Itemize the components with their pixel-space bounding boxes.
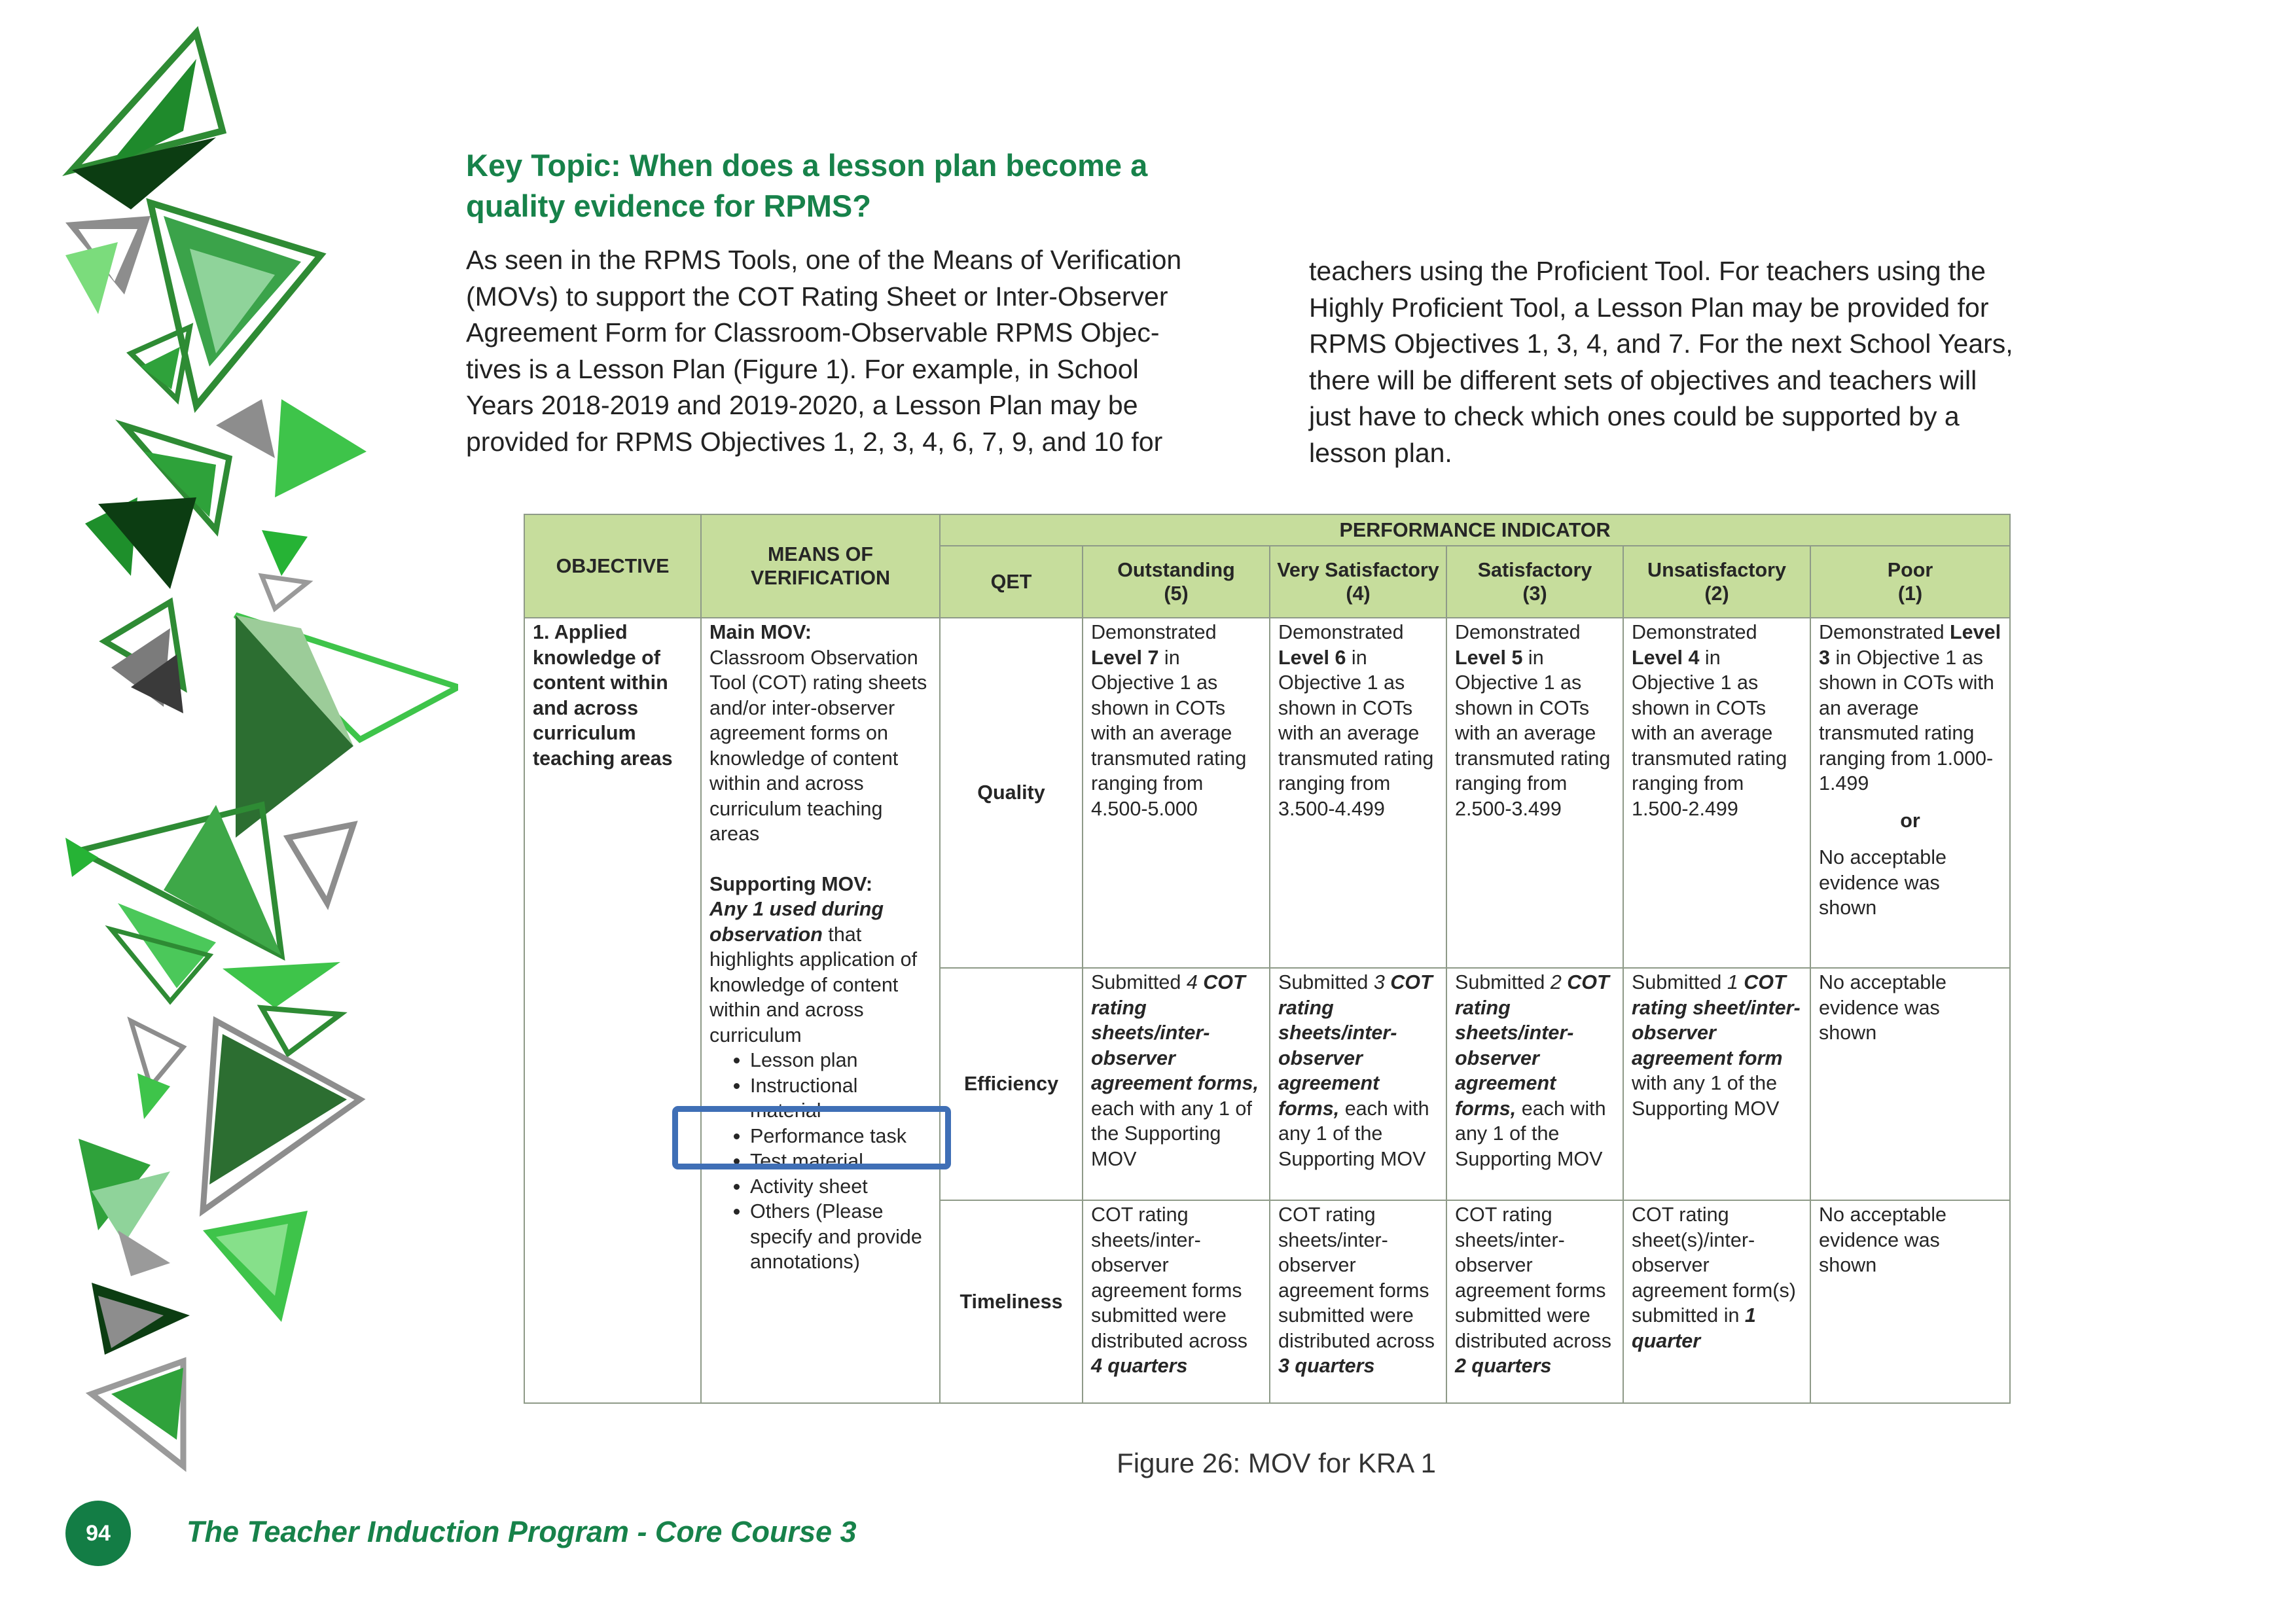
- cell-text: Demonstrated: [1091, 621, 1217, 643]
- qet-timeliness: Timeliness: [940, 1200, 1083, 1403]
- list-item-lesson-plan: • Lesson plan: [750, 1048, 931, 1073]
- list-item: • Others (Please specify and provide annotations): [750, 1199, 931, 1275]
- lesson-plan-highlight-box: [672, 1106, 951, 1169]
- cell-emphasis: 1 quarter: [1632, 1304, 1756, 1352]
- mov-table: [524, 514, 2011, 1404]
- header-qet: QET: [940, 546, 1083, 618]
- means-of-verification-cell: [701, 618, 940, 1403]
- cell-count: 3: [1373, 971, 1385, 993]
- timeliness-very-satisfactory: [1270, 1200, 1446, 1403]
- objective-cell: 1. Applied knowledge of content within and across curriculum teaching areas: [524, 618, 701, 1403]
- main-mov-label: Main MOV:: [709, 621, 812, 643]
- header-performance-indicator: PERFORMANCE INDICATOR: [940, 514, 2010, 546]
- cell-text: COT rating sheet(s)/inter-observer agreement form(s) submitted in: [1632, 1204, 1796, 1327]
- header-label: Outstanding: [1117, 559, 1235, 581]
- body-line: tives is a Lesson Plan (Figure 1). For example, in School: [466, 353, 1139, 384]
- header-label: Poor: [1887, 559, 1933, 581]
- efficiency-poor: No acceptable evidence was shown: [1810, 968, 2010, 1200]
- cell-text: COT rating sheets/inter-observer agreement forms submitted were distributed across: [1455, 1204, 1612, 1352]
- body-line: provided for RPMS Objectives 1, 2, 3, 4, 6, 7, 9, and 10 for: [466, 426, 1163, 457]
- cell-count: 2: [1550, 971, 1562, 993]
- header-score: (3): [1522, 582, 1547, 605]
- cell-text: in Objective 1 as shown in COTs with an average transmuted rating ranging from 2.500-3.499: [1455, 646, 1611, 820]
- cell-emphasis: 2 quarters: [1455, 1355, 1552, 1377]
- body-line: there will be different sets of objectives and teachers will: [1309, 365, 1977, 395]
- cell-text: in Objective 1 as shown in COTs with an average transmuted rating ranging from 1.000-1.499: [1819, 646, 1994, 794]
- header-score: (4): [1346, 582, 1371, 605]
- qet-quality: Quality: [940, 618, 1083, 968]
- header-objective: OBJECTIVE: [524, 514, 701, 618]
- timeliness-satisfactory: [1446, 1200, 1623, 1403]
- header-very-satisfactory: [1270, 546, 1446, 618]
- supporting-mov-label: Supporting MOV:: [709, 872, 873, 895]
- cell-text: COT rating sheets/inter-observer agreement forms submitted were distributed across: [1278, 1204, 1435, 1352]
- cell-text: each with any 1 of the Supporting MOV: [1278, 1097, 1429, 1170]
- timeliness-poor: No acceptable evidence was shown: [1810, 1200, 2010, 1403]
- header-label: Very Satisfactory: [1277, 559, 1439, 581]
- cell-or: or: [1900, 809, 1920, 832]
- cell-emphasis: COT rating sheets/inter-observer agreement forms,: [1278, 971, 1433, 1120]
- cell-text: Demonstrated: [1819, 621, 1950, 643]
- decorative-triangle-border: [0, 0, 458, 1623]
- cell-text: in Objective 1 as shown in COTs with an average transmuted rating ranging from 3.500-4.499: [1278, 646, 1434, 820]
- cell-text: in Objective 1 as shown in COTs with an average transmuted rating ranging from 1.500-2.499: [1632, 646, 1787, 820]
- header-means-of-verification: MEANS OF VERIFICATION: [701, 514, 940, 618]
- quality-poor: [1810, 618, 2010, 968]
- cell-text: COT rating sheets/inter-observer agreement forms submitted were distributed across: [1091, 1204, 1248, 1352]
- header-satisfactory: [1446, 546, 1623, 618]
- quality-unsatisfactory: [1623, 618, 1810, 968]
- cell-level: Level 4: [1632, 646, 1700, 669]
- body-line: As seen in the RPMS Tools, one of the Means of Verification: [466, 245, 1182, 275]
- page-number: 94: [86, 1520, 111, 1546]
- page-number-badge: [65, 1501, 131, 1566]
- supporting-mov-text: that highlights application of knowledge of content within and across curriculum: [709, 923, 918, 1046]
- list-item: • Test material: [750, 1149, 931, 1174]
- cell-level: Level 5: [1455, 646, 1523, 669]
- body-line: Highly Proficient Tool, a Lesson Plan may be provided for: [1309, 292, 1989, 323]
- cell-text: Submitted: [1091, 971, 1187, 993]
- body-line: Agreement Form for Classroom-Observable RPMS Objec-: [466, 317, 1160, 348]
- heading-line-2: quality evidence for RPMS?: [466, 188, 871, 223]
- footer-title: The Teacher Induction Program - Core Course 3: [187, 1515, 857, 1548]
- cell-count: 1: [1727, 971, 1738, 993]
- body-line: just have to check which ones could be supported by a: [1309, 401, 1960, 431]
- cell-text: Submitted: [1632, 971, 1727, 993]
- figure-caption: Figure 26: MOV for KRA 1: [1117, 1448, 1436, 1478]
- timeliness-outstanding: [1083, 1200, 1270, 1403]
- quality-outstanding: [1083, 618, 1270, 968]
- list-item: • Activity sheet: [750, 1174, 931, 1200]
- quality-satisfactory: [1446, 618, 1623, 968]
- main-mov-text: Classroom Observation Tool (COT) rating sheets and/or inter-observer agreement forms on knowledge of content within and across curriculum teaching areas: [709, 646, 927, 845]
- cell-text: each with any 1 of the Supporting MOV: [1455, 1097, 1606, 1170]
- key-topic-heading: [466, 145, 1251, 226]
- body-line: teachers using the Proficient Tool. For teachers using the: [1309, 256, 1986, 286]
- cell-level: Level 7: [1091, 646, 1159, 669]
- mov-figure: [524, 514, 2009, 1404]
- supporting-mov-emphasis: Any 1 used during observation: [709, 898, 884, 946]
- heading-line-1: Key Topic: When does a lesson plan become a: [466, 148, 1148, 183]
- cell-text: No acceptable evidence was shown: [1819, 846, 1946, 919]
- efficiency-satisfactory: [1446, 968, 1623, 1200]
- cell-text: with any 1 of the Supporting MOV: [1632, 1072, 1780, 1120]
- header-outstanding: [1083, 546, 1270, 618]
- cell-emphasis: COT rating sheets/inter-observer agreement forms,: [1091, 971, 1259, 1094]
- quality-very-satisfactory: [1270, 618, 1446, 968]
- body-text-left-column: [466, 242, 1251, 460]
- cell-text: Submitted: [1278, 971, 1374, 993]
- cell-level: Level 3: [1819, 621, 2001, 669]
- header-score: (1): [1897, 582, 1923, 605]
- header-unsatisfactory: [1623, 546, 1810, 618]
- efficiency-outstanding: [1083, 968, 1270, 1200]
- body-line: RPMS Objectives 1, 3, 4, and 7. For the next School Years,: [1309, 329, 2013, 359]
- efficiency-unsatisfactory: [1623, 968, 1810, 1200]
- cell-emphasis: 3 quarters: [1278, 1355, 1375, 1377]
- qet-efficiency: Efficiency: [940, 968, 1083, 1200]
- header-poor: [1810, 546, 2010, 618]
- cell-count: 4: [1186, 971, 1198, 993]
- list-item: • Performance task: [750, 1124, 931, 1149]
- cell-text: Demonstrated: [1455, 621, 1581, 643]
- efficiency-very-satisfactory: [1270, 968, 1446, 1200]
- cell-text: Demonstrated: [1278, 621, 1404, 643]
- cell-text: Submitted: [1455, 971, 1551, 993]
- header-score: (2): [1704, 582, 1729, 605]
- header-label: Unsatisfactory: [1647, 559, 1786, 581]
- cell-text: Demonstrated: [1632, 621, 1757, 643]
- timeliness-unsatisfactory: [1623, 1200, 1810, 1403]
- cell-emphasis: COT rating sheet/inter-observer agreement form: [1632, 971, 1801, 1069]
- list-item: • Instructional material: [750, 1073, 931, 1124]
- body-line: (MOVs) to support the COT Rating Sheet or Inter-Observer: [466, 281, 1168, 312]
- body-line: lesson plan.: [1309, 437, 1452, 468]
- cell-emphasis: COT rating sheets/inter-observer agreement forms,: [1455, 971, 1609, 1120]
- cell-text: in Objective 1 as shown in COTs with an average transmuted rating ranging from 4.500-5.000: [1091, 646, 1247, 820]
- header-score: (5): [1164, 582, 1189, 605]
- cell-text: each with any 1 of the Supporting MOV: [1091, 1097, 1252, 1170]
- body-line: Years 2018-2019 and 2019-2020, a Lesson Plan may be: [466, 390, 1138, 420]
- cell-level: Level 6: [1278, 646, 1346, 669]
- cell-emphasis: 4 quarters: [1091, 1355, 1188, 1377]
- body-text-right-column: [1309, 253, 2094, 471]
- header-label: Satisfactory: [1477, 559, 1592, 581]
